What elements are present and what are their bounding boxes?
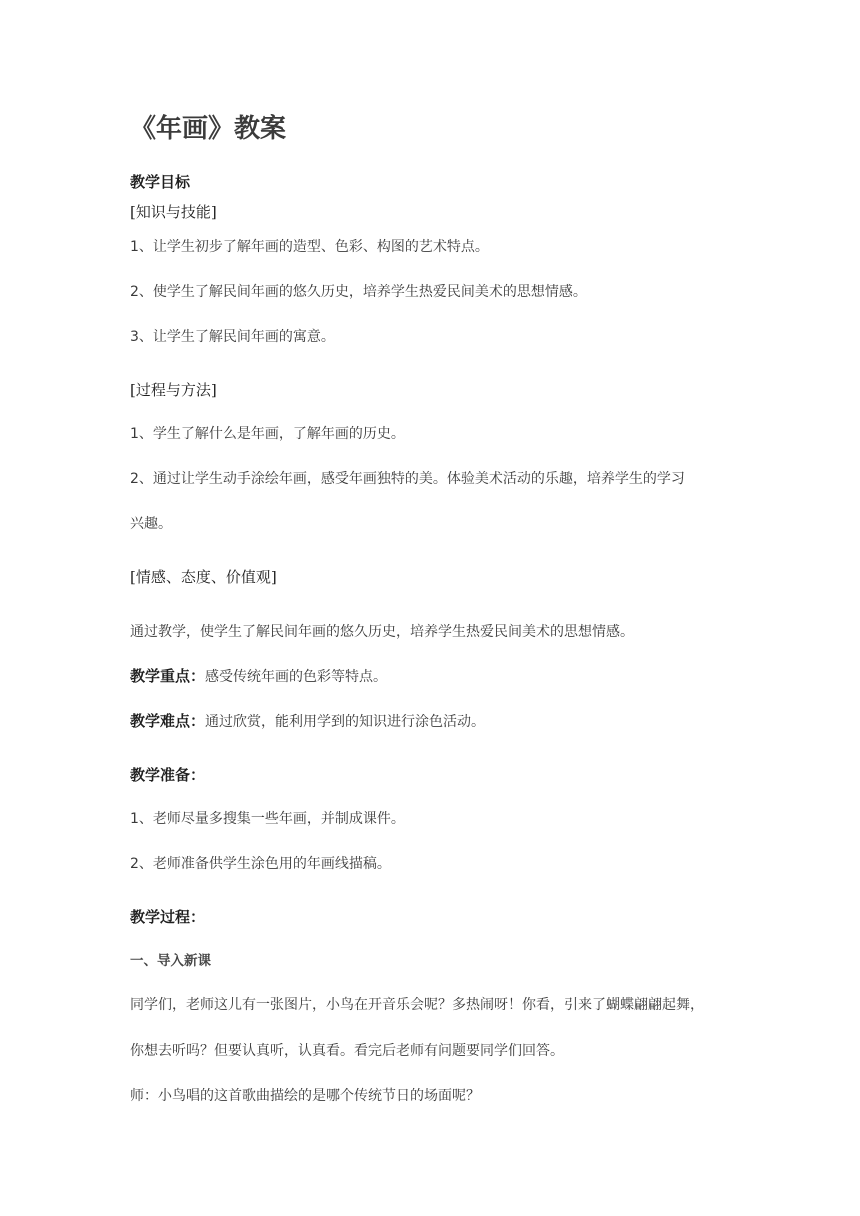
knowledge-item-3: 3、让学生了解民间年画的寓意。 xyxy=(130,329,335,345)
key-point-text: 感受传统年画的色彩等特点。 xyxy=(205,669,388,685)
intro-paragraph-line-1: 同学们，老师这儿有一张图片，小鸟在开音乐会呢？多热闹呀！你看，引来了蝴蝶翩翩起舞， xyxy=(130,997,704,1013)
process-methods-label: [过程与方法] xyxy=(130,381,217,399)
process-item-2: 2、通过让学生动手涂绘年画，感受年画独特的美。体验美术活动的乐趣，培养学生的学习 xyxy=(130,471,685,487)
process-item-1: 1、学生了解什么是年画，了解年画的历史。 xyxy=(130,426,405,442)
difficulty-text: 通过欣赏，能利用学到的知识进行涂色活动。 xyxy=(205,714,486,730)
teacher-question: 师：小鸟唱的这首歌曲描绘的是哪个传统节日的场面呢？ xyxy=(130,1088,480,1104)
preparation-item-2: 2、老师准备供学生涂色用的年画线描稿。 xyxy=(130,856,391,872)
section-1-heading: 一、导入新课 xyxy=(130,953,211,969)
key-point-label: 教学重点： xyxy=(130,667,206,685)
process-heading: 教学过程： xyxy=(130,908,206,926)
objectives-heading: 教学目标 xyxy=(130,173,191,191)
difficulty-label: 教学难点： xyxy=(130,712,206,730)
preparation-item-1: 1、老师尽量多搜集一些年画，并制成课件。 xyxy=(130,811,405,827)
difficulty-line xyxy=(130,711,485,732)
intro-paragraph-line-2: 你想去听吗？但要认真听，认真看。看完后老师有问题要同学们回答。 xyxy=(130,1043,564,1059)
document-title: 《年画》教案 xyxy=(130,114,287,144)
knowledge-skills-label: [知识与技能] xyxy=(130,203,217,221)
process-item-2-cont: 兴趣。 xyxy=(130,516,172,532)
preparation-heading: 教学准备： xyxy=(130,766,206,784)
knowledge-item-2: 2、使学生了解民间年画的悠久历史，培养学生热爱民间美术的思想情感。 xyxy=(130,284,587,300)
key-point-line xyxy=(130,666,387,687)
emotion-values-text: 通过教学，使学生了解民间年画的悠久历史，培养学生热爱民间美术的思想情感。 xyxy=(130,624,634,640)
emotion-values-label: [情感、态度、价值观] xyxy=(130,568,277,586)
knowledge-item-1: 1、让学生初步了解年画的造型、色彩、构图的艺术特点。 xyxy=(130,239,489,255)
